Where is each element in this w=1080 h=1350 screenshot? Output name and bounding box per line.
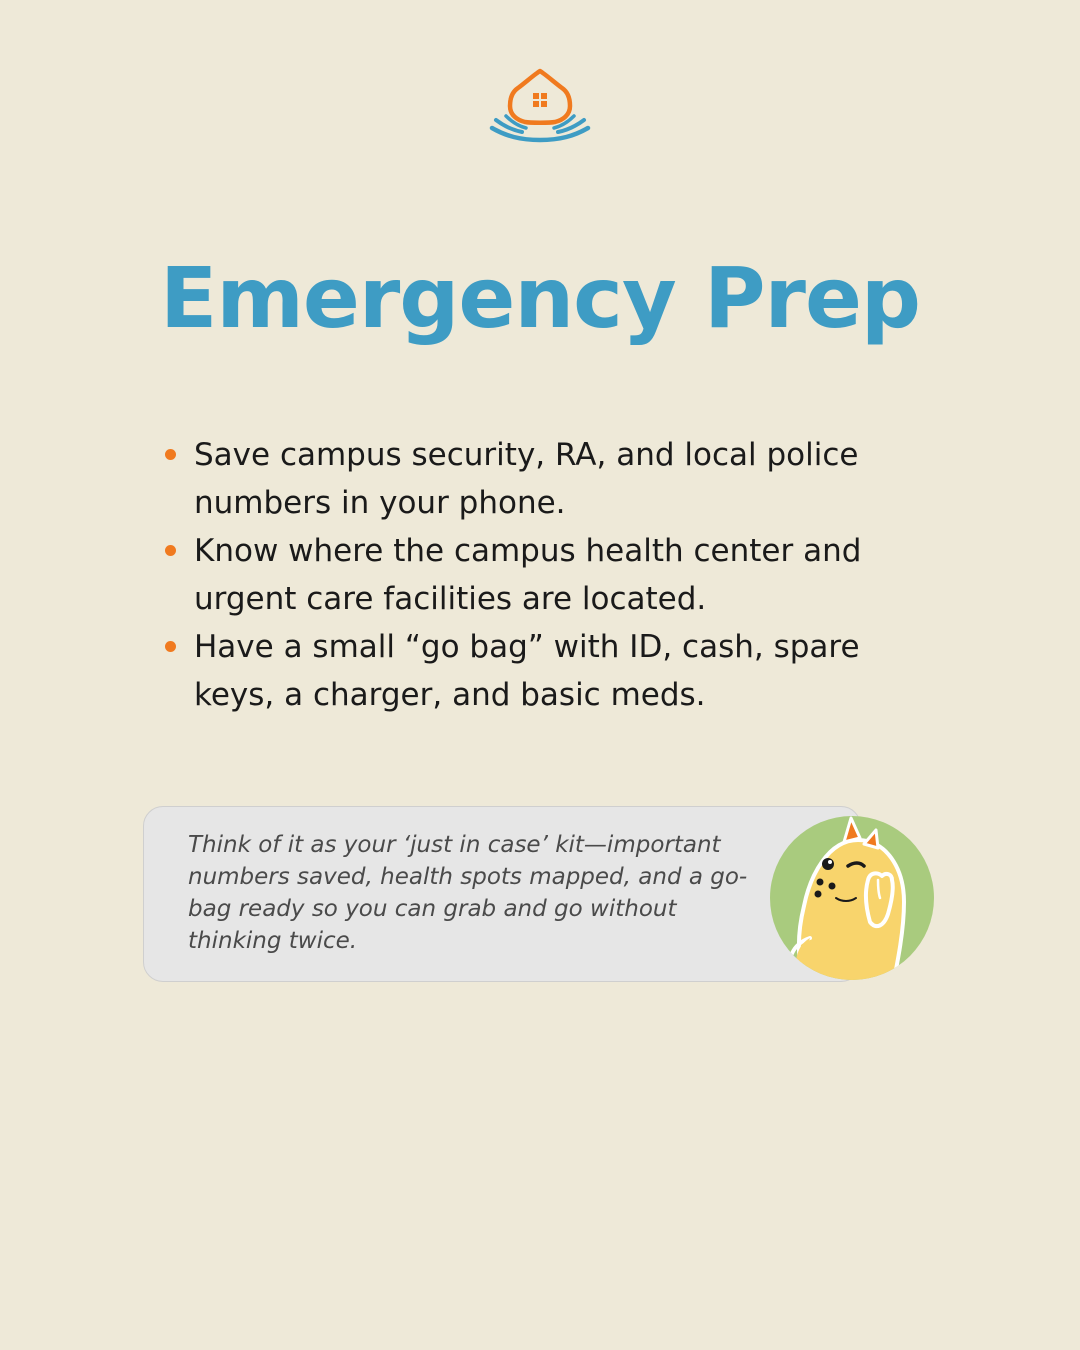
tip-text: Have a small “go bag” with ID, cash, spare keys, a charger, and basic meds. (194, 629, 860, 713)
tips-list (163, 431, 923, 719)
callout-box (143, 806, 861, 982)
list-item (163, 623, 923, 719)
winking-yellow-dino-mascot-icon (766, 810, 936, 982)
callout-text: Think of it as your ‘just in case’ kit—important numbers saved, health spots mapped, and a go-bag ready so you can grab and go without thinking twice. (188, 832, 748, 954)
tip-text: Save campus security, RA, and local police numbers in your phone. (194, 437, 859, 521)
bullet-dot-icon (165, 449, 176, 460)
list-item (163, 527, 923, 623)
tip-text: Know where the campus health center and urgent care facilities are located. (194, 533, 862, 617)
bullet-dot-icon (165, 641, 176, 652)
bullet-dot-icon (165, 545, 176, 556)
list-item (163, 431, 923, 527)
house-lotus-logo-icon (488, 66, 592, 146)
page-title: Emergency Prep (159, 249, 921, 347)
